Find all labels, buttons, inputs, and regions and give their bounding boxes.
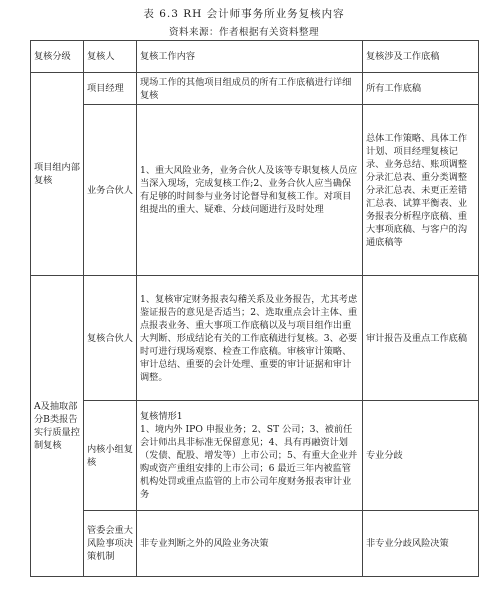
row-papers: 专业分歧	[363, 401, 479, 511]
table-source-note: 资料来源：作者根据有关资料整理	[168, 27, 319, 38]
review-content-table	[30, 40, 479, 577]
row-content: 1、重大风险业务，业务合伙人及该等专职复核人员应当深入现场，完成复核工作;2、业务合伙人应当确保有足够的时间参与业务讨论督导和复核工作。对项目组提出的重大、疑难、分歧问题进行及时处理	[137, 105, 363, 276]
row-content: 现场工作的其他项目组成员的所有工作底稿进行详细复核	[137, 73, 363, 105]
row-papers: 所有工作底稿	[363, 73, 479, 105]
table-row	[31, 105, 479, 276]
table-row	[31, 401, 479, 511]
table-row	[31, 276, 479, 401]
row-content: 复核情形1 1、境内外 IPO 申报业务；2、ST 公司；3、被前任会计师出具非标准无保留意见；4、具有再融资计划（发债、配股、增发等）上市公司；5、有重大企业并购或资产重组安排的上市公司；6 最近三年内被监管机构处罚或重点监管的上市公司年度财务报表审计业务	[137, 401, 363, 511]
header-reviewer: 复核人	[84, 41, 137, 73]
group-level-quality-control: A及抽取部分B类报告实行质量控制复核	[31, 276, 84, 577]
row-content: 1、复核审定财务报表勾稽关系及业务报告，尤其考虑鉴证报告的意见是否适当；2、选取重点会计主体、重点报表业务、重大事项工作底稿以及与项目组作出重大判断、形成结论有关的工作底稿进行复核。3、必要时可进行现场观察、检查工作底稿。审核审计策略、审计总结、重要的会计处理、重要的审计证据和审计调整。	[137, 276, 363, 401]
table-header-row	[31, 41, 479, 73]
header-content: 复核工作内容	[137, 41, 363, 73]
row-reviewer: 内核小组复核	[84, 401, 137, 511]
table-row	[31, 511, 479, 577]
row-reviewer: 管委会重大风险事项决策机制	[84, 511, 137, 577]
row-content: 非专业判断之外的风险业务决策	[137, 511, 363, 577]
row-reviewer: 复核合伙人	[84, 276, 137, 401]
row-reviewer: 业务合伙人	[84, 105, 137, 276]
header-papers: 复核涉及工作底稿	[363, 41, 479, 73]
row-papers: 非专业分歧风险决策	[363, 511, 479, 577]
group-level-internal: 项目组内部复核	[31, 73, 84, 276]
row-reviewer: 项目经理	[84, 73, 137, 105]
row-papers: 审计报告及重点工作底稿	[363, 276, 479, 401]
row-papers: 总体工作策略、具体工作计划、项目经理复核记录、业务总结、账项调整分录汇总表、重分类调整分录汇总表、未更正差错汇总表、试算平衡表、业务报表分析程序底稿、重大事项底稿、与客户的沟通底稿等	[363, 105, 479, 276]
table-caption: 表 6.3 RH 会计师事务所业务复核内容	[143, 8, 345, 20]
table-row	[31, 73, 479, 105]
header-level: 复核分级	[31, 41, 84, 73]
